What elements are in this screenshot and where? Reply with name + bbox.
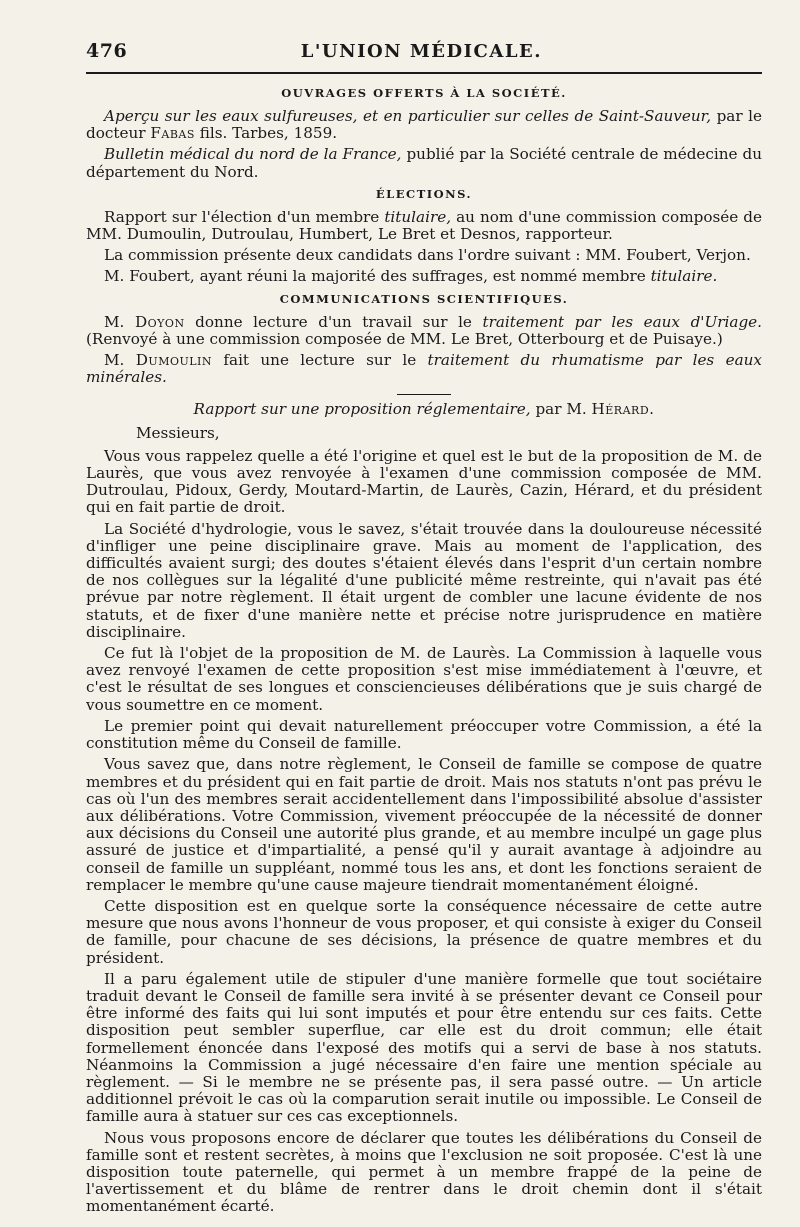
report-paragraph: Nous vous proposons encore de déclarer que toutes les délibérations du Conseil de famille sont et restent secrètes, à moins que l'exclusion ne soit proposée. C'est là une disposition toute paternelle, qui permet à un membre frappé de la peine de l'avertissement et du blâme de rentrer dans le droit chemin dont il s'était momentanément écarté. bbox=[86, 1128, 762, 1216]
paragraph: Rapport sur l'élection d'un membre titulaire, au nom d'une commission composée de MM. Dumoulin, Dutroulau, Humbert, Le Bret et Desnos, rapporteur. bbox=[86, 207, 762, 244]
paragraph: M. Foubert, ayant réuni la majorité des suffrages, est nommé membre titulaire. bbox=[104, 267, 718, 286]
page-body bbox=[86, 80, 762, 1220]
section-title-communications: COMMUNICATIONS SCIENTIFIQUES. bbox=[279, 291, 569, 306]
paragraph: M. Doyon donne lecture d'un travail sur le traitement par les eaux d'Uriage. (Renvoyé à une commission composée de MM. Le Bret, Otterbourg et de Puisaye.) bbox=[86, 312, 762, 348]
header-rule bbox=[86, 72, 762, 74]
salutation: Messieurs, bbox=[136, 423, 220, 442]
page-number: 476 bbox=[86, 40, 128, 62]
ouvrage-item: Aperçu sur les eaux sulfureuses, et en particulier sur celles de Saint-Sauveur, par le docteur Fabas fils. Tarbes, 1859. bbox=[86, 107, 762, 143]
paragraph: M. Dumoulin fait une lecture sur le traitement du rhumatisme par les eaux minérales. bbox=[86, 351, 762, 387]
report-paragraph: Vous vous rappelez quelle a été l'origine et quel est le but de la proposition de M. de Laurès, que vous avez renvoyée à l'examen d'une commission composée de MM. Dutroulau, Pidoux, Gerdy, Moutard-Martin, de Laurès, Cazin, Hérard, et du président qui en fait partie de droit. bbox=[86, 446, 762, 517]
report-paragraph: Cette disposition est en quelque sorte la conséquence nécessaire de cette autre mesure que nous avons l'honneur de vous proposer, et qui consiste à exiger du Conseil de famille, pour chacune de ses décisions, la présence de quatre membres et du président. bbox=[86, 896, 762, 967]
report-title: Rapport sur une proposition réglementaire, par M. Hérard. bbox=[193, 400, 655, 419]
report-paragraph: Il a paru également utile de stipuler d'une manière formelle que tout sociétaire traduit devant le Conseil de famille sera invité à se présenter devant ce Conseil pour être informé des faits qui lui sont imputés et pour être entendu sur ces faits. Cette disposition peut sembler superflue, car elle est du droit commun; elle était formellement énoncée dans l'exposé des motifs qui a servi de base à nos statuts. Néanmoins la Commission a jugé nécessaire d'en faire une mention spéciale au règlement. — Si le membre ne se présente pas, il sera passé outre. — Un article additionnel prévoit le cas où la comparution serait inutile ou impossible. Le Conseil de famille aura à statuer sur ces cas exceptionnels. bbox=[86, 969, 762, 1126]
report-paragraph: La Société d'hydrologie, vous le savez, s'était trouvée dans la douloureuse nécessité d'infliger une peine disciplinaire grave. Mais au moment de l'application, des difficultés avaient surgi; des doutes s'étaient élevés dans l'esprit d'un certain nombre de nos collègues sur la légalité d'une publicité même restreinte, qui n'avait pas été prévue par notre règlement. Il était urgent de combler une lacune évidente de nos statuts, et de fixer d'une manière nette et précise notre jurisprudence en matière disciplinaire. bbox=[86, 519, 762, 641]
ouvrage-item: Bulletin médical du nord de la France, publié par la Société centrale de médecine du département du Nord. bbox=[86, 145, 762, 181]
report-paragraph: Le premier point qui devait naturellement préoccuper votre Commission, a été la constitution même du Conseil de famille. bbox=[86, 716, 762, 753]
section-title-ouvrages: OUVRAGES OFFERTS À LA SOCIÉTÉ. bbox=[281, 86, 567, 100]
paragraph: La commission présente deux candidats dans l'ordre suivant : MM. Foubert, Verjon. bbox=[104, 246, 751, 265]
report-paragraph: Ce fut là l'objet de la proposition de M. de Laurès. La Commission à laquelle vous avez renvoyé l'examen de cette proposition s'est mise immédiatement à l'œuvre, et c'est le résultat de ses longues et consciencieuses délibérations que je suis chargé de vous soumettre en ce moment. bbox=[86, 644, 762, 714]
report-paragraph: Vous savez que, dans notre règlement, le Conseil de famille se compose de quatre membres et du président qui en fait partie de droit. Mais nos statuts n'ont pas prévu le cas où l'un des membres serait accidentellement dans l'impossibilité absolue d'assister aux délibérations. Votre Commission, vivement préoccupée de la nécessité de donner aux décisions du Conseil une autorité plus grande, et au membre inculpé un gage plus assuré de justice et d'impartialité, a pensé qu'il y aurait avantage à adjoindre au conseil de famille un suppléant, nommé tous les ans, et dont les fonctions seraient de remplacer le membre qu'une cause majeure tiendrait momentanément éloigné. bbox=[86, 755, 762, 894]
section-title-elections: ÉLECTIONS. bbox=[375, 186, 473, 201]
running-header bbox=[86, 40, 762, 66]
journal-title: L'UNION MÉDICALE. bbox=[300, 41, 542, 62]
section-divider bbox=[397, 394, 451, 395]
